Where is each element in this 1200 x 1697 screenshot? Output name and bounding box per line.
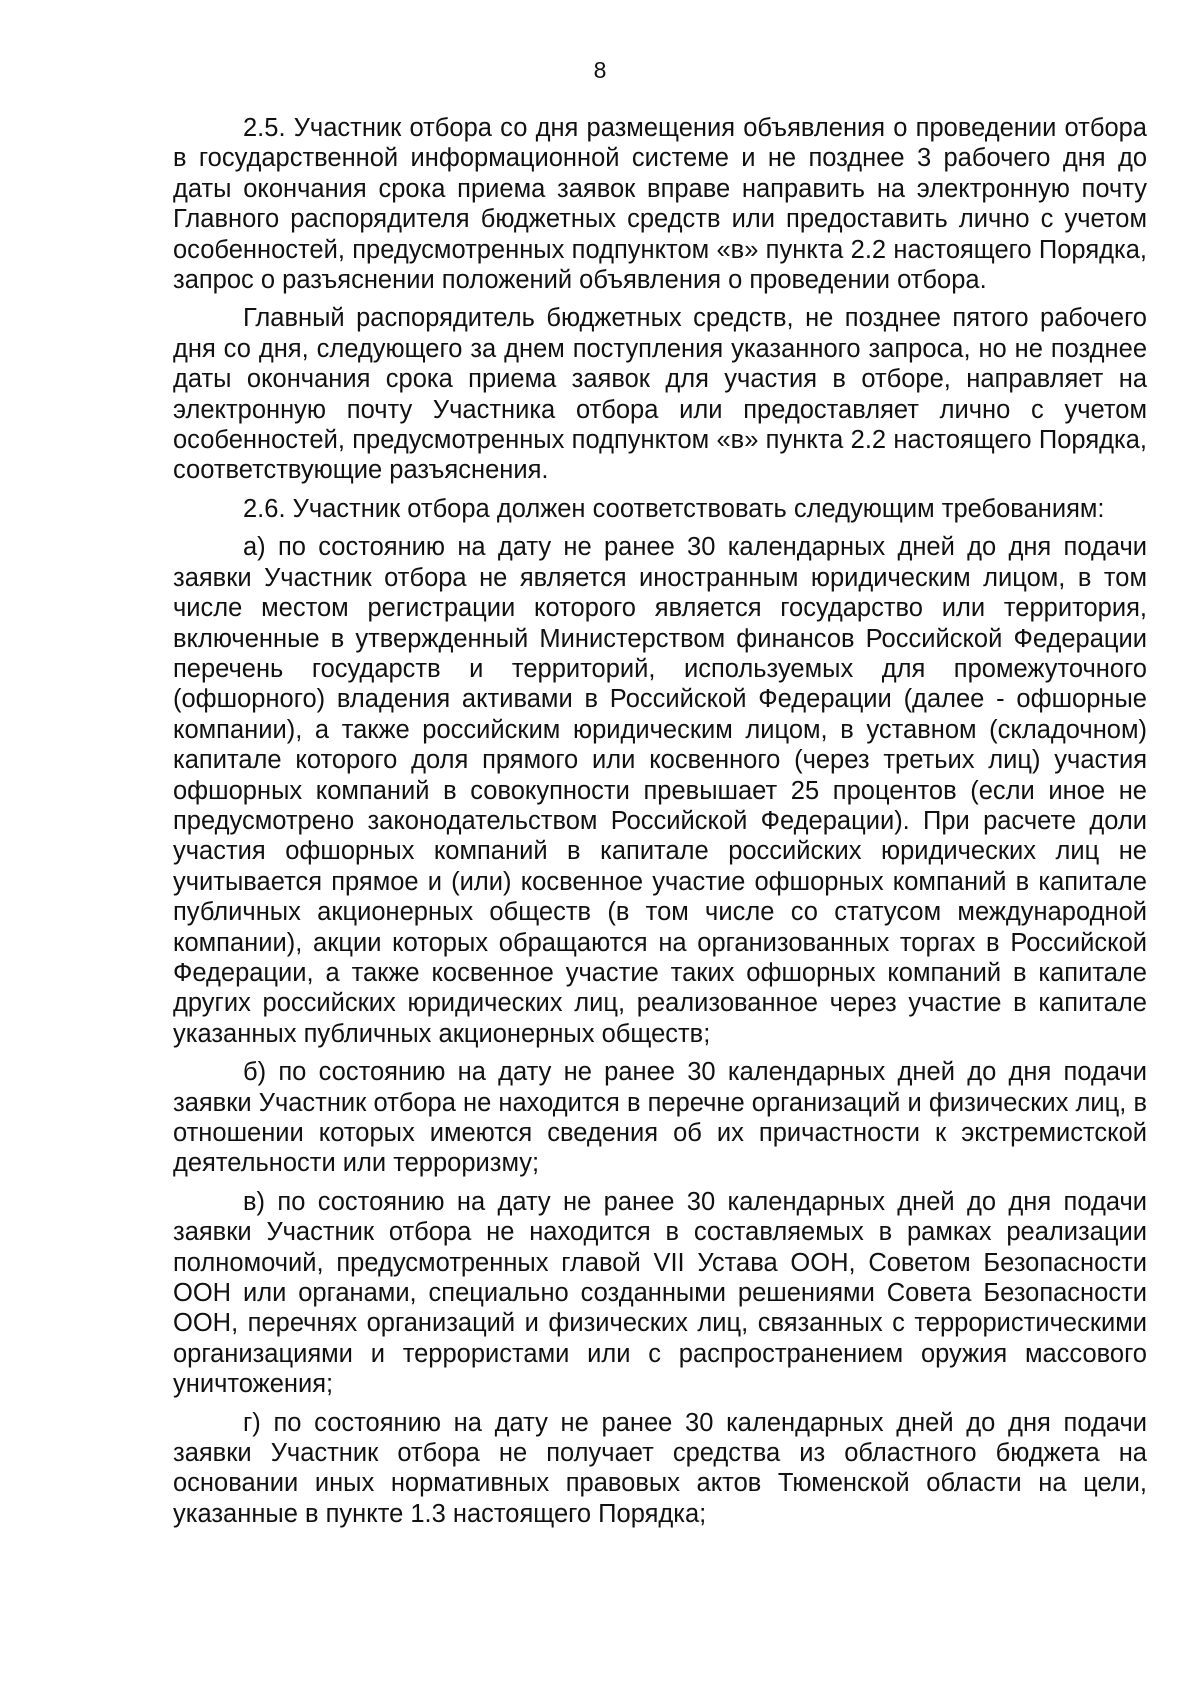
paragraph-main-distributor-response: Главный распорядитель бюджетных средств, не позднее пятого рабочего дня со дня, следующего за днем поступления указанного запроса, но не позднее даты окончания срока приема заявок для участия в отборе, направляет на электронную почту Участника отбора или предоставляет лично с учетом особенностей, предусмотренных подпунктом «в» пункта 2.2 настоящего Порядка, соответствующие разъяснения.	[173, 304, 1147, 485]
page-number: 8	[593, 57, 607, 83]
paragraph-2-6: 2.6. Участник отбора должен соответствовать следующим требованиям:	[243, 494, 1105, 523]
paragraph-requirement-b: б) по состоянию на дату не ранее 30 календарных дней до дня подачи заявки Участник отбора не находится в перечне организаций и физических лиц, в отношении которых имеются сведения об их причастности к экстремистской деятельности или терроризму;	[173, 1058, 1147, 1178]
paragraph-requirement-a: а) по состоянию на дату не ранее 30 календарных дней до дня подачи заявки Участник отбора не является иностранным юридическим лицом, в том числе местом регистрации которого является государство или территория, включенные в утвержденный Министерством финансов Российской Федерации перечень государств и территорий, используемых для промежуточного (офшорного) владения активами в Российской Федерации (далее - офшорные компании), а также российским юридическим лицом, в уставном (складочном) капитале которого доля прямого или косвенного (через третьих лиц) участия офшорных компаний в совокупности превышает 25 процентов (если иное не предусмотрено законодательством Российской Федерации). При расчете доли участия офшорных компаний в капитале российских юридических лиц не учитывается прямое и (или) косвенное участие офшорных компаний в капитале публичных акционерных обществ (в том числе со статусом международной компании), акции которых обращаются на организованных торгах в Российской Федерации, а также косвенное участие таких офшорных компаний в капитале других российских юридических лиц, реализованное через участие в капитале указанных публичных акционерных обществ;	[173, 533, 1147, 1048]
paragraph-requirement-v: в) по состоянию на дату не ранее 30 календарных дней до дня подачи заявки Участник отбора не находится в составляемых в рамках реализации полномочий, предусмотренных главой VII Устава ООН, Советом Безопасности ООН или органами, специально созданными решениями Совета Безопасности ООН, перечнях организаций и физических лиц, связанных с террористическими организациями и террористами или с распространением оружия массового уничтожения;	[173, 1187, 1147, 1399]
document-body	[173, 113, 1147, 1537]
paragraph-2-5: 2.5. Участник отбора со дня размещения объявления о проведении отбора в государственной информационной системе и не позднее 3 рабочего дня до даты окончания срока приема заявок вправе направить на электронную почту Главного распорядителя бюджетных средств или предоставить лично с учетом особенностей, предусмотренных подпунктом «в» пункта 2.2 настоящего Порядка, запрос о разъяснении положений объявления о проведении отбора.	[173, 114, 1147, 295]
paragraph-requirement-g: г) по состоянию на дату не ранее 30 календарных дней до дня подачи заявки Участник отбора не получает средства из областного бюджета на основании иных нормативных правовых актов Тюменской области на цели, указанные в пункте 1.3 настоящего Порядка;	[173, 1408, 1147, 1528]
